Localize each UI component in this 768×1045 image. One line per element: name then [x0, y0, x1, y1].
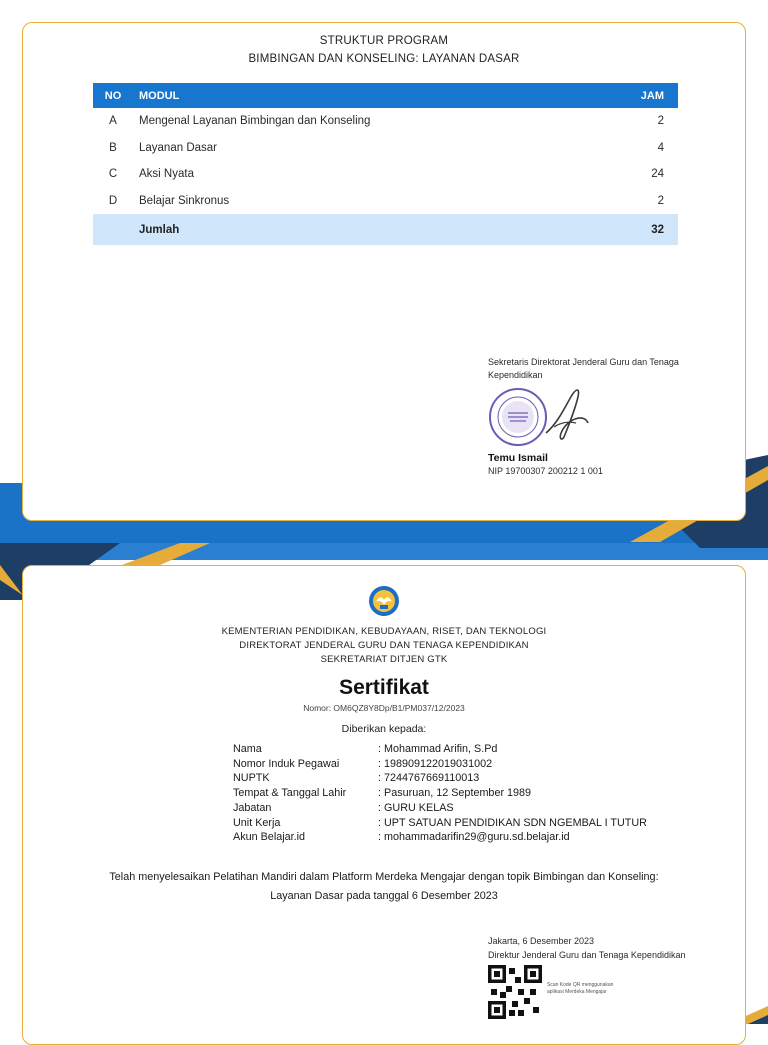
row-no: A — [109, 115, 117, 128]
completion-statement-line2: Layanan Dasar pada tanggal 6 Desember 2023 — [270, 890, 498, 902]
row-modul: Mengenal Layanan Bimbingan dan Konseling — [139, 115, 371, 128]
program-table — [93, 83, 678, 245]
field-value: : 7244767669110013 — [378, 772, 480, 785]
field-value: : mohammadarifin29@guru.sd.belajar.id — [378, 831, 570, 844]
field-label: Nama — [233, 743, 262, 755]
row-no: B — [109, 141, 117, 154]
field-row-jabatan — [233, 802, 713, 817]
row-modul: Belajar Sinkronus — [139, 194, 230, 207]
table-row — [93, 161, 678, 188]
row-jam: 24 — [651, 168, 664, 181]
signatory-nip: NIP 19700307 200212 1 001 — [488, 466, 603, 476]
certificate-page — [22, 565, 746, 1045]
org-secretariat: SEKRETARIAT DITJEN GTK — [320, 654, 448, 665]
row-jam: 2 — [657, 194, 664, 207]
field-row-akun — [233, 831, 713, 846]
field-label: Nomor Induk Pegawai — [233, 757, 340, 770]
table-row — [93, 108, 678, 135]
header-no: NO — [93, 83, 133, 108]
header-modul: MODUL — [133, 83, 618, 108]
handwritten-signature-icon — [546, 390, 588, 439]
field-value: : Pasuruan, 12 September 1989 — [378, 787, 532, 800]
program-subtitle: BIMBINGAN DAN KONSELING: LAYANAN DASAR — [248, 53, 520, 65]
official-stamp-icon — [488, 383, 598, 451]
field-label: Tempat & Tanggal Lahir — [233, 787, 347, 800]
row-no: D — [108, 194, 118, 207]
field-value: : 198909122019031002 — [378, 757, 493, 770]
field-label: NUPTK — [233, 772, 270, 785]
certificate-number: Nomor: OM6QZ8Y8Dp/B1/PM037/12/2023 — [303, 703, 465, 713]
table-row — [93, 135, 678, 162]
org-directorate: DIREKTORAT JENDERAL GURU DAN TENAGA KEPENDIDIKAN — [239, 640, 529, 651]
header-jam: JAM — [618, 83, 678, 108]
signatory-name: Temu Ismail — [488, 452, 548, 464]
field-label: Akun Belajar.id — [233, 831, 306, 844]
field-row-birth — [233, 787, 713, 802]
signer-position: Direktur Jenderal Guru dan Tenaga Kependidikan — [488, 950, 686, 960]
field-row-nip — [233, 758, 713, 773]
given-to-label: Diberikan kepada: — [341, 723, 427, 735]
field-value: : Mohammad Arifin, S.Pd — [378, 743, 498, 755]
field-value: : UPT SATUAN PENDIDIKAN SDN NGEMBAL I TUTUR — [378, 816, 647, 829]
total-value: 32 — [618, 214, 678, 245]
field-label: Jabatan — [233, 801, 272, 814]
qr-code-icon[interactable] — [488, 965, 542, 1019]
tut-wuri-handayani-logo-icon — [368, 584, 400, 618]
total-label: Jumlah — [133, 214, 618, 245]
table-header-row — [93, 83, 678, 108]
qr-instruction: Scan Kode QR menggunakan aplikasi Merdeka Mengajar — [547, 982, 614, 995]
org-ministry: KEMENTERIAN PENDIDIKAN, KEBUDAYAAN, RISET, DAN TEKNOLOGI — [221, 626, 547, 637]
certificate-title: Sertifikat — [339, 676, 429, 699]
program-structure-page — [22, 22, 746, 521]
field-row-nuptk — [233, 772, 713, 787]
total-row — [93, 214, 678, 245]
field-value: : GURU KELAS — [378, 801, 454, 814]
row-modul: Layanan Dasar — [139, 141, 217, 154]
row-jam: 4 — [657, 141, 664, 154]
place-date: Jakarta, 6 Desember 2023 — [488, 936, 595, 946]
completion-statement-line1: Telah menyelesaikan Pelatihan Mandiri dalam Platform Merdeka Mengajar dengan topik Bimbingan dan Konseling: — [109, 871, 659, 883]
signatory-position: Sekretaris Direktorat Jenderal Guru dan Tenaga Kependidikan — [488, 357, 679, 380]
table-row — [93, 188, 678, 215]
field-row-unit — [233, 817, 713, 832]
field-row-nama — [233, 743, 713, 758]
program-title: STRUKTUR PROGRAM — [319, 35, 449, 47]
row-no: C — [108, 168, 118, 181]
row-modul: Aksi Nyata — [139, 168, 194, 181]
field-label: Unit Kerja — [233, 816, 281, 829]
row-jam: 2 — [657, 115, 664, 128]
